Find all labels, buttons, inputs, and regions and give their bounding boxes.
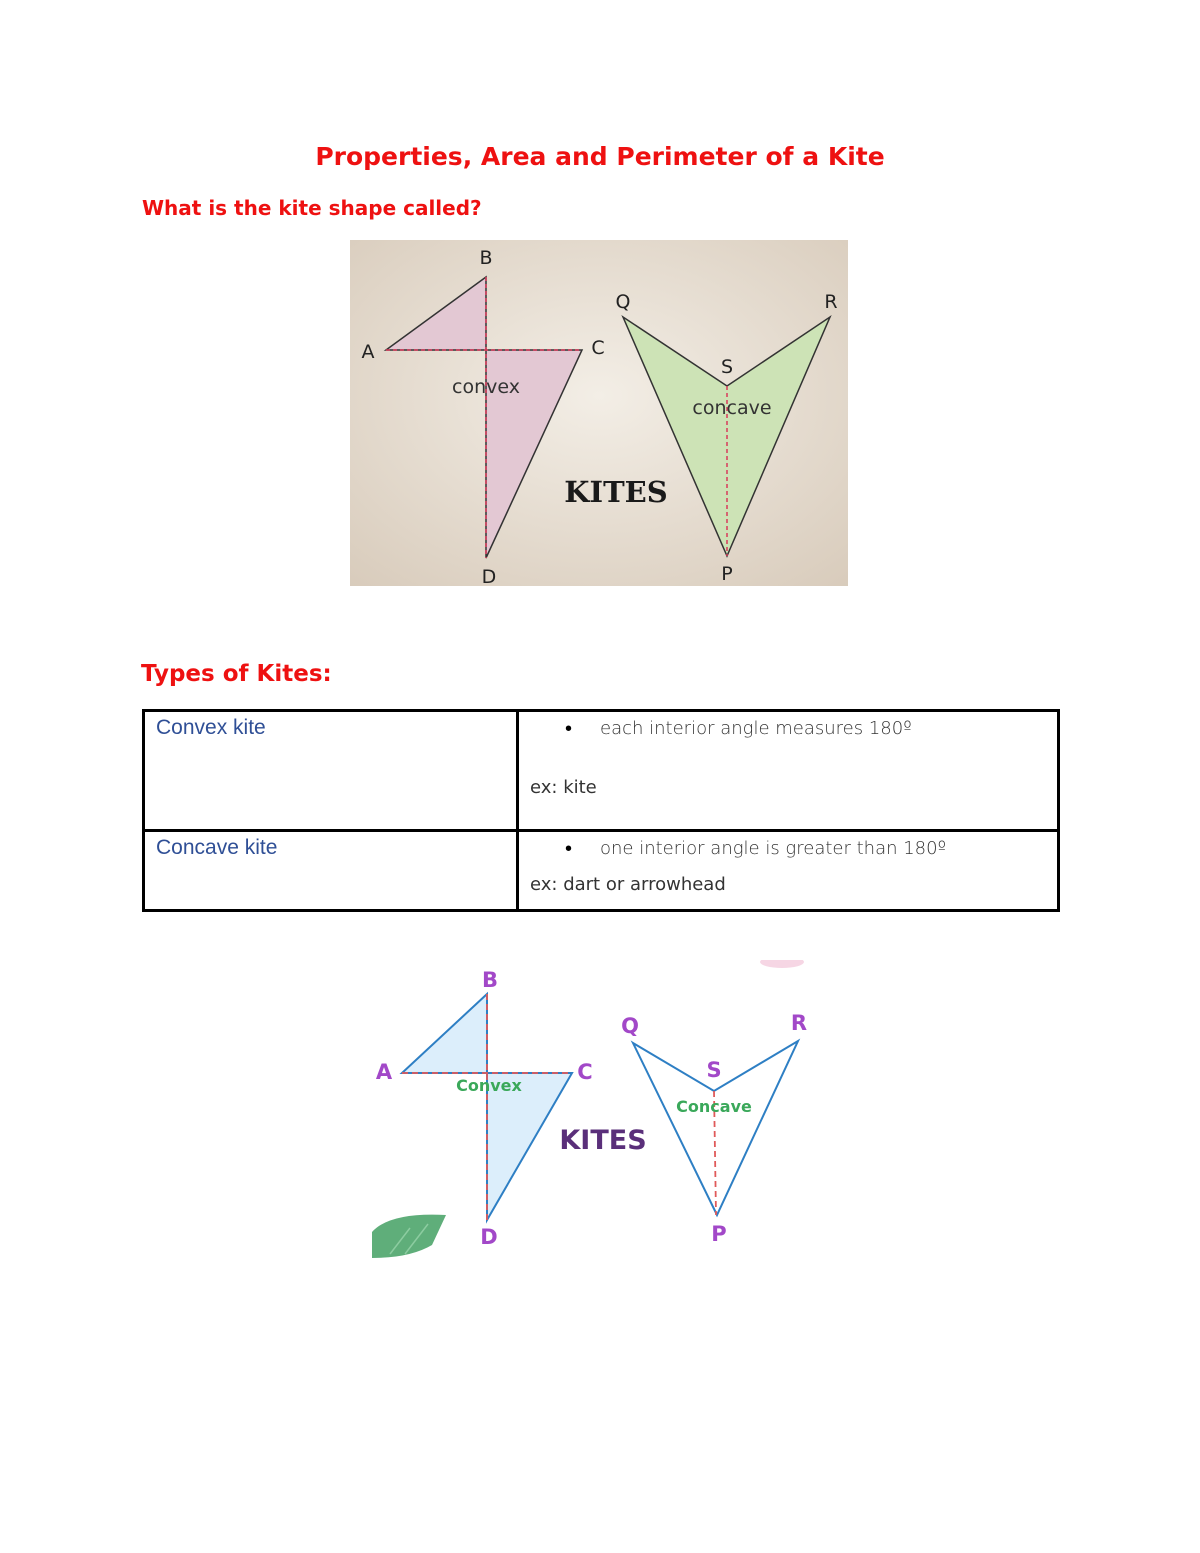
convex-label: convex [452, 376, 520, 398]
vertex-label-b: B [481, 968, 499, 992]
kite-types-table [142, 709, 1060, 912]
vertex-label-r: R [790, 1011, 808, 1035]
example-text: ex: kite [530, 777, 597, 798]
vertex-label-c: C [577, 1060, 593, 1084]
bullet-text: each interior angle measures 180º [600, 718, 912, 739]
vertex-label-r: R [824, 291, 838, 313]
photo-caption: KITES [564, 475, 668, 509]
kites-drawing-figure [350, 960, 850, 1260]
vertex-label-a: A [375, 1060, 393, 1084]
kite-type-name: Concave kite [156, 836, 278, 859]
types-heading: Types of Kites: [141, 661, 332, 687]
kite-description-cell [518, 711, 1059, 831]
bullet-text: one interior angle is greater than 180º [600, 838, 947, 859]
bullet-item [519, 832, 1057, 859]
vertex-label-q: Q [615, 291, 631, 313]
convex-label: Convex [456, 1076, 522, 1095]
kite-description-cell [518, 831, 1059, 911]
bullet-item [519, 712, 1057, 739]
drawing-caption: KITES [559, 1125, 647, 1156]
table-row [144, 831, 1059, 911]
concave-label: concave [692, 397, 772, 419]
section-question: What is the kite shape called? [142, 196, 482, 220]
vertex-label-c: C [591, 337, 605, 359]
decorative-pink-blob [760, 960, 804, 968]
table-row [144, 711, 1059, 831]
vertex-label-d: D [481, 566, 497, 586]
vertex-label-q: Q [621, 1014, 639, 1038]
vertex-label-a: A [361, 341, 375, 363]
kite-type-cell [144, 831, 518, 911]
vertex-label-s: S [720, 356, 734, 378]
leaf-icon [372, 1215, 446, 1258]
kites-photo-figure [350, 240, 848, 586]
vertex-label-d: D [480, 1225, 498, 1249]
bullet-icon: • [565, 836, 573, 860]
vertex-label-p: P [711, 1222, 727, 1246]
vertex-label-b: B [479, 247, 493, 269]
vertex-label-s: S [706, 1058, 722, 1082]
vertex-label-p: P [721, 563, 733, 585]
kite-type-cell [144, 711, 518, 831]
page-title: Properties, Area and Perimeter of a Kite [315, 142, 885, 171]
bullet-icon: • [565, 716, 573, 740]
example-text: ex: dart or arrowhead [530, 874, 726, 895]
kite-type-name: Convex kite [156, 716, 266, 739]
concave-label: Concave [676, 1097, 752, 1116]
